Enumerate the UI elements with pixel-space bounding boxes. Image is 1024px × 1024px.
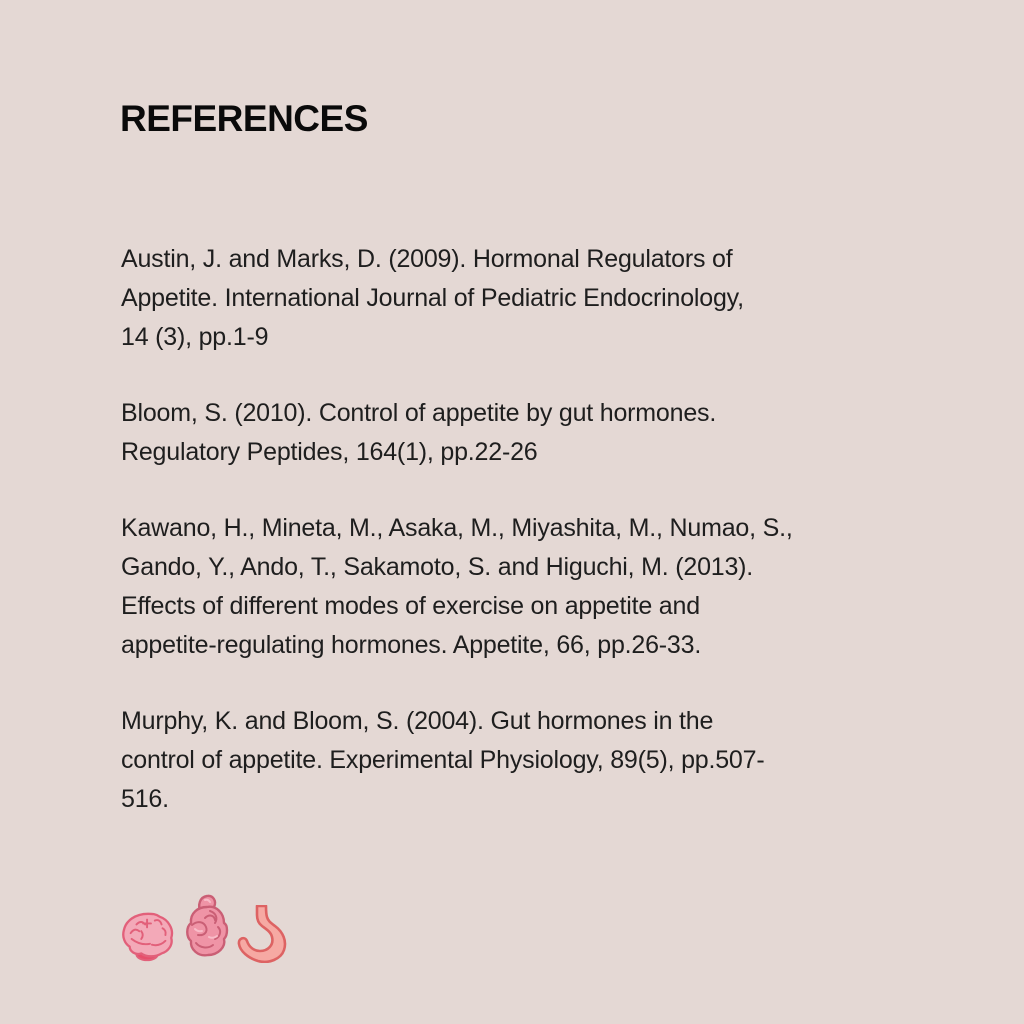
- reference-line: Appetite. International Journal of Pediatric Endocrinology,: [121, 284, 744, 312]
- reference-line: Regulatory Peptides, 164(1), pp.22-26: [121, 438, 538, 466]
- reference-line: Murphy, K. and Bloom, S. (2004). Gut hormones in the: [121, 707, 714, 735]
- reference-entry: [121, 394, 793, 472]
- reference-entry: [121, 702, 793, 819]
- reference-line: control of appetite. Experimental Physiology, 89(5), pp.507-: [121, 746, 765, 774]
- reference-line: Effects of different modes of exercise on appetite and: [121, 592, 700, 620]
- intestines-icon: [181, 893, 233, 963]
- reference-list: [121, 240, 793, 856]
- reference-line: Kawano, H., Mineta, M., Asaka, M., Miyashita, M., Numao, S.,: [121, 514, 793, 542]
- reference-line: appetite-regulating hormones. Appetite, 66, pp.26-33.: [121, 631, 702, 659]
- reference-line: Austin, J. and Marks, D. (2009). Hormonal Regulators of: [121, 245, 733, 273]
- stomach-body: [239, 906, 285, 962]
- reference-line: 14 (3), pp.1-9: [121, 323, 269, 351]
- brain-icon: [120, 911, 178, 963]
- stomach-icon: [236, 905, 290, 963]
- reference-entry: [121, 240, 793, 357]
- reference-line: 516.: [121, 785, 169, 813]
- reference-line: Gando, Y., Ando, T., Sakamoto, S. and Higuchi, M. (2013).: [121, 553, 754, 581]
- organ-icons: [120, 893, 290, 963]
- reference-line: Bloom, S. (2010). Control of appetite by gut hormones.: [121, 399, 717, 427]
- reference-entry: [121, 509, 793, 665]
- page-title: REFERENCES: [120, 98, 368, 139]
